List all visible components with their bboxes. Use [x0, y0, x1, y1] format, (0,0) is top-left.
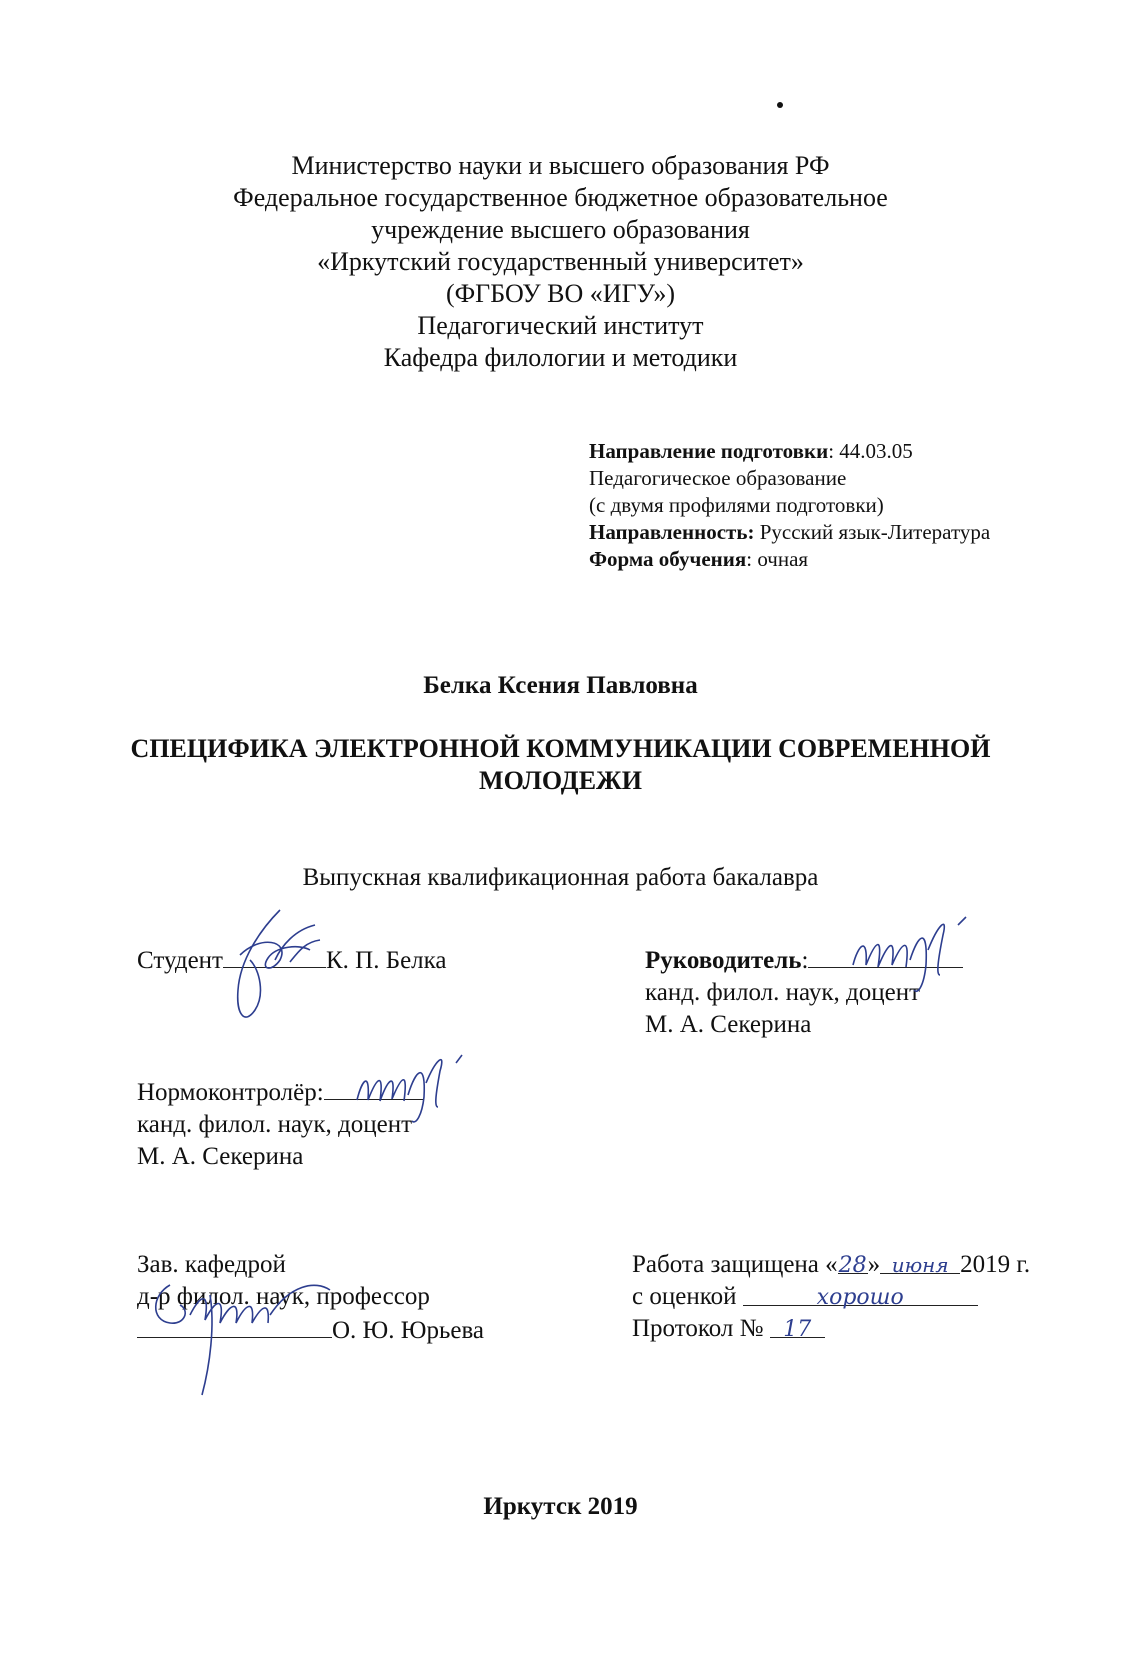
header-line-institution-type: Федеральное государственное бюджетное образовательное	[233, 183, 888, 212]
focus-label: Направленность:	[589, 520, 755, 544]
defense-grade: хорошо	[816, 1285, 904, 1310]
focus-value: Русский язык-Литература	[754, 520, 991, 544]
form-value: : очная	[746, 547, 809, 571]
header-line-university: «Иркутский государственный университет»	[317, 247, 804, 276]
header-line-institute: Педагогический институт	[417, 311, 704, 340]
normcontroller-name: М. А. Секерина	[137, 1143, 304, 1170]
city-year: Иркутск 2019	[483, 1493, 638, 1520]
head-signature	[140, 1265, 340, 1405]
defense-protocol-label: Протокол №	[632, 1315, 764, 1342]
defense-day: 28	[838, 1253, 867, 1278]
supervisor-label: Руководитель	[645, 947, 802, 974]
defense-grade-label: с оценкой	[632, 1283, 737, 1310]
direction-value: : 44.03.05	[828, 439, 913, 463]
defense-grade-line	[632, 1281, 1030, 1313]
header-line-abbrev: (ФГБОУ ВО «ИГУ»)	[445, 279, 676, 308]
header-line-ministry: Министерство науки и высшего образования РФ	[291, 151, 830, 180]
thesis-title-line1: СПЕЦИФИКА ЭЛЕКТРОННОЙ КОММУНИКАЦИИ СОВРЕМЕННОЙ	[130, 734, 991, 763]
supervisor-name: М. А. Секерина	[645, 1011, 812, 1038]
supervisor-degree: канд. филол. наук, доцент	[645, 979, 921, 1006]
supervisor-colon: :	[801, 947, 809, 974]
defense-date-line	[632, 1249, 1030, 1281]
student-signature	[220, 900, 330, 1040]
defense-protocol-field	[770, 1313, 825, 1342]
form-label: Форма обучения	[589, 547, 747, 571]
normcontroller-label: Нормоконтролёр:	[137, 1079, 324, 1106]
student-label: Студент	[137, 947, 223, 974]
defense-year: 2019 г.	[960, 1251, 1031, 1278]
institution-header	[0, 150, 1121, 374]
scan-mark	[777, 102, 783, 108]
defense-prefix: Работа защищена «	[632, 1251, 838, 1278]
defense-protocol-line	[632, 1313, 1030, 1345]
header-line-institution-type-cont: учреждение высшего образования	[371, 215, 750, 244]
defense-protocol: 17	[783, 1317, 812, 1342]
defense-grade-field	[743, 1281, 978, 1310]
defense-day-field	[838, 1249, 868, 1278]
defense-quote-close: »	[867, 1251, 881, 1278]
study-meta	[589, 438, 990, 573]
work-type: Выпускная квалификационная работа бакалавра	[302, 864, 819, 891]
thesis-title-line2: МОЛОДЕЖИ	[479, 766, 642, 795]
thesis-title	[0, 733, 1121, 797]
meta-direction-line2: Педагогическое образование	[589, 466, 847, 490]
meta-focus	[589, 519, 990, 546]
head-degree: д-р филол. наук, профессор	[137, 1283, 430, 1310]
defense-month: июня	[891, 1253, 949, 1277]
defense-block	[632, 1249, 1030, 1345]
head-label: Зав. кафедрой	[137, 1251, 286, 1278]
head-name: О. Ю. Юрьева	[332, 1317, 485, 1344]
supervisor-signature	[848, 905, 998, 1005]
normcontroller-degree: канд. филол. наук, доцент	[137, 1111, 413, 1138]
defense-month-field	[880, 1249, 960, 1277]
meta-direction	[589, 438, 990, 465]
meta-form	[589, 546, 990, 573]
normcontroller-signature	[352, 1035, 482, 1135]
student-name: К. П. Белка	[326, 947, 447, 974]
author-name: Белка Ксения Павловна	[423, 672, 698, 699]
meta-direction-line3: (с двумя профилями подготовки)	[589, 493, 884, 517]
direction-label: Направление подготовки	[589, 439, 829, 463]
header-line-department: Кафедра филологии и методики	[383, 343, 738, 372]
